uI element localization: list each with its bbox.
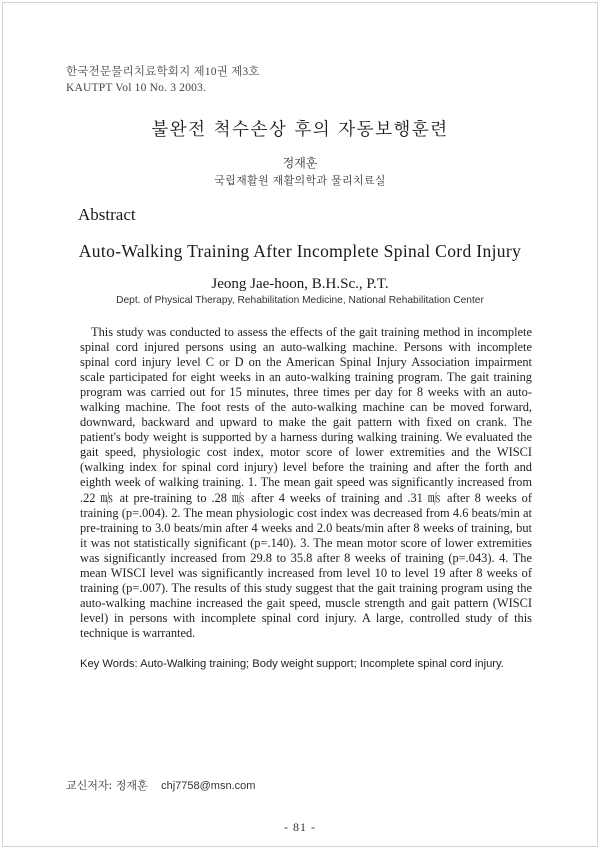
korean-affiliation: 국립재활원 재활의학과 물리치료실 bbox=[214, 174, 386, 187]
abstract-heading: Abstract bbox=[78, 205, 136, 224]
keywords-label: Key Words: bbox=[80, 658, 138, 670]
journal-header bbox=[66, 64, 260, 96]
korean-author: 정재훈 bbox=[282, 156, 318, 170]
page-number: - 81 - bbox=[284, 820, 316, 834]
keywords-text: Auto-Walking training; Body weight support; Incomplete spinal cord injury. bbox=[140, 658, 504, 670]
abstract-body: This study was conducted to assess the effects of the gait training method in incomplete spinal cord injured persons using an auto-walking machine. Persons with incomplete spinal cord injury level C or D on the American Spinal Injury Association impairment scale participated for eight weeks in an auto-walking training program. The gait training program was carried out for 15 minutes, three times per day for 8 weeks with an auto-walking machine. The foot rests of the auto-walking machine can be moved forward, downward, backward and upward to make the gait pattern with fixed on crank. The patient's body weight is supported by a harness during walking training. We evaluated the gait speed, physiologic cost index, motor score of lower extremities and the WISCI (walking index for spinal cord injury) level before the training and after the forth and eighth week of walking training. 1. The mean gait speed was significantly increased from .22 ㎧ at pre-training to .28 ㎧ after 4 weeks of training and .31 ㎧ after 8 weeks of training (p=.004). 2. The mean physiologic cost index was decreased from 4.6 beats/min at pre-training to 3.0 beats/min after 4 weeks and 2.0 beats/min after 8 weeks of training, but it was not statistically significant (p=.140). 3. The mean motor score of lower extremities was significantly increased from 29.8 to 35.8 after 8 weeks of training (p=.043). 4. The mean WISCI level was significantly increased from level 10 to level 19 after 8 weeks of training (p=.007). The results of this study suggest that the gait training program using the auto-walking machine increased the gait speed, muscle strength and gait pattern (WISCI level) in persons with incomplete spinal cord injury. A large, controlled study of this technique is warranted. bbox=[80, 325, 532, 640]
english-affiliation: Dept. of Physical Therapy, Rehabilitation Medicine, National Rehabilitation Center bbox=[116, 295, 484, 306]
english-author: Jeong Jae-hoon, B.H.Sc., P.T. bbox=[211, 276, 389, 292]
korean-title: 불완전 척수손상 후의 자동보행훈련 bbox=[151, 120, 449, 140]
correspondence bbox=[66, 777, 255, 793]
journal-volume-info: KAUTPT Vol 10 No. 3 2003. bbox=[66, 82, 207, 94]
english-title: Auto-Walking Training After Incomplete Spinal Cord Injury bbox=[78, 241, 522, 261]
keywords bbox=[80, 658, 540, 670]
correspondence-label: 교신저자: 정재훈 bbox=[66, 779, 148, 792]
journal-name-korean: 한국전문물리치료학회지 제10권 제3호 bbox=[66, 66, 260, 78]
correspondence-email[interactable]: chj7758@msn.com bbox=[161, 780, 256, 792]
